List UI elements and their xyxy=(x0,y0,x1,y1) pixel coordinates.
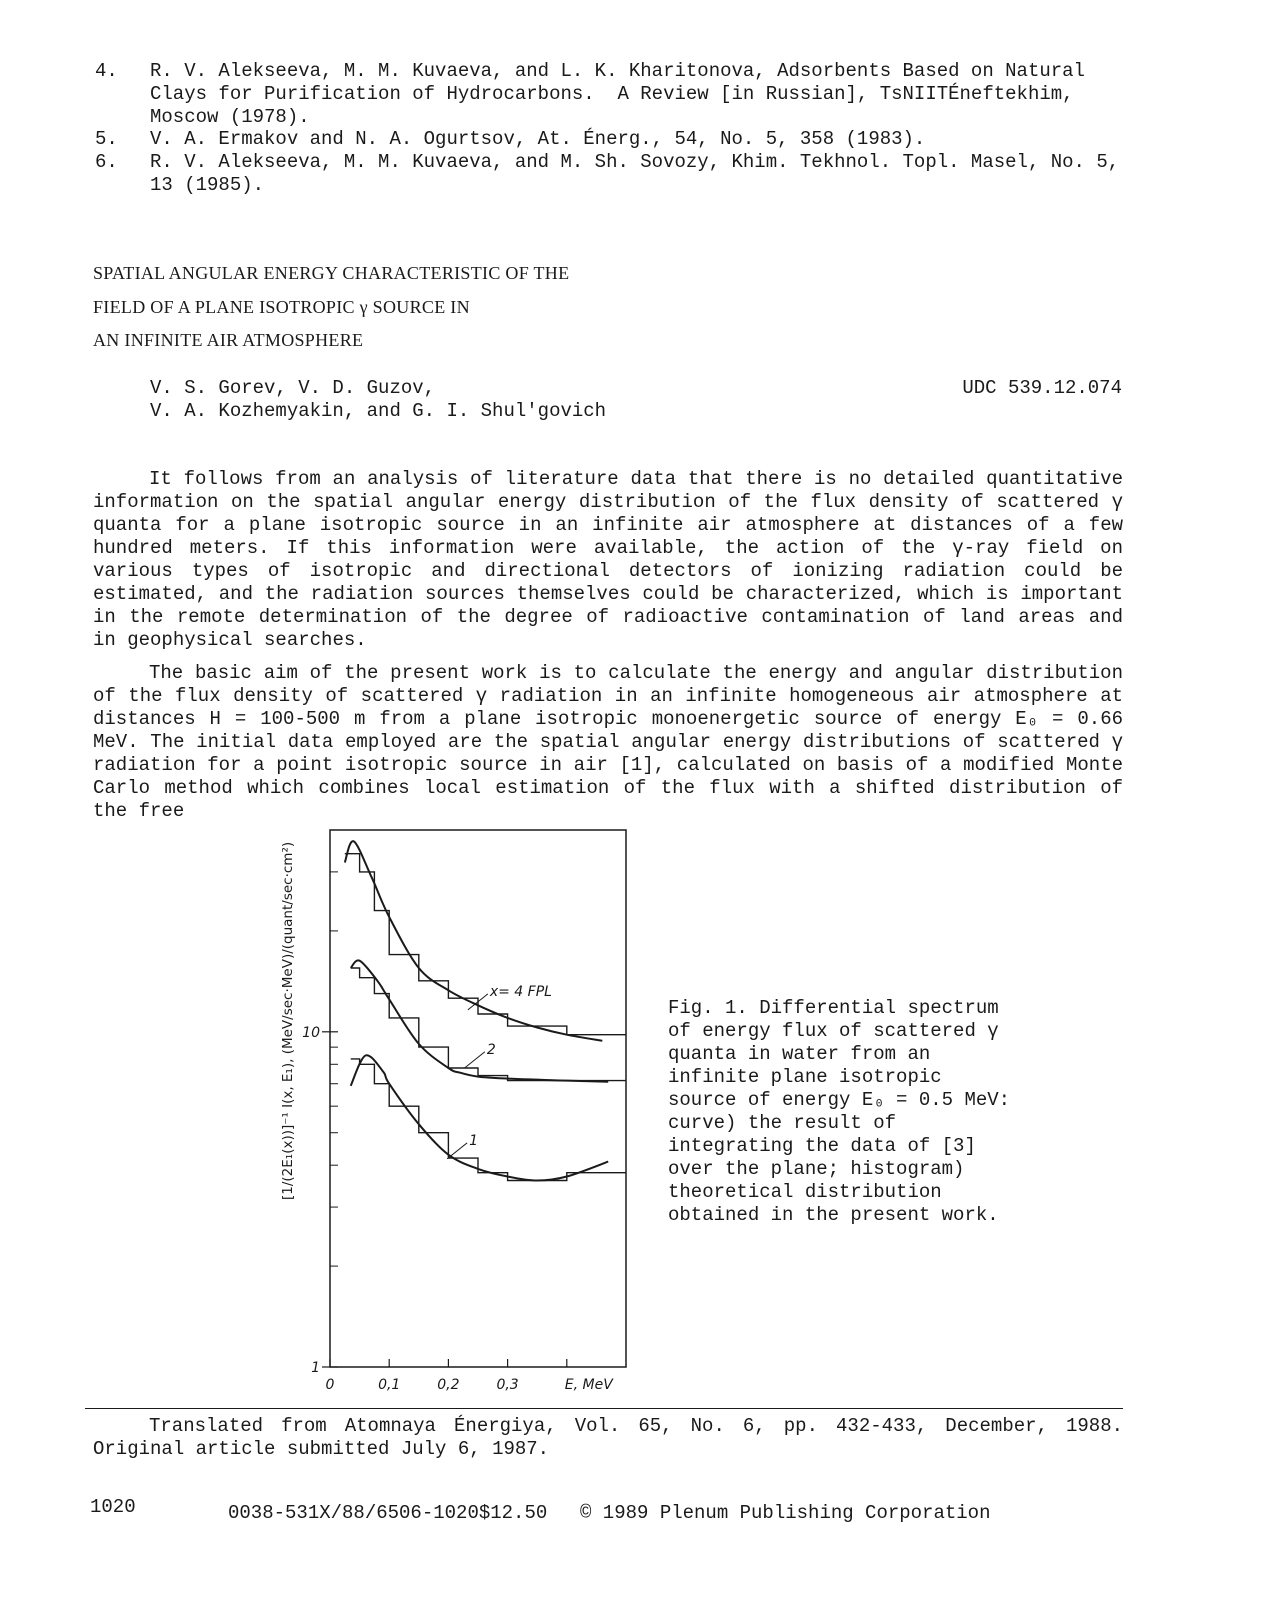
reference-number: 6. xyxy=(95,151,118,173)
author-line: V. A. Kozhemyakin, and G. I. Shul'govich xyxy=(150,400,607,422)
reference-line: Clays for Purification of Hydrocarbons. A Review [in Russian], TsNIITÉneftekhim, xyxy=(150,83,1074,105)
curve-1 xyxy=(351,1055,609,1180)
author-line: V. S. Gorev, V. D. Guzov, xyxy=(150,377,436,399)
x-tick-label: 0,1 xyxy=(378,1377,401,1393)
x-tick-label: 0,3 xyxy=(496,1377,519,1393)
y-axis-label: [1/(2E₁(x))]⁻¹ I(x, E₁), (MeV/sec·MeV)/(quant/sec·cm²) xyxy=(280,841,296,1200)
reference-number: 4. xyxy=(95,60,118,82)
x-ticks xyxy=(326,1359,615,1393)
series-label-leader xyxy=(465,1052,485,1068)
body-text xyxy=(93,468,1123,823)
series-label: x= 4 FPL xyxy=(489,983,552,1000)
histogram-2 xyxy=(351,968,626,1081)
reference-line: R. V. Alekseeva, M. M. Kuvaeva, and L. K. Kharitonova, Adsorbents Based on Natural xyxy=(150,60,1085,82)
figure-chart xyxy=(270,810,640,1400)
series-layer xyxy=(345,841,626,1180)
reference-number: 5. xyxy=(95,128,118,150)
series-label: 2 xyxy=(486,1041,496,1058)
article-title-line: FIELD OF A PLANE ISOTROPIC γ SOURCE IN xyxy=(93,297,470,317)
article-title-line: SPATIAL ANGULAR ENERGY CHARACTERISTIC OF THE xyxy=(93,263,570,283)
y-ticks xyxy=(302,872,338,1376)
x-tick-label: E, MeV xyxy=(564,1377,613,1393)
x-tick-label: 0,2 xyxy=(437,1377,460,1393)
figure-caption xyxy=(668,997,1013,1227)
footnote-rule xyxy=(85,1408,1123,1409)
paragraph: It follows from an analysis of literature data that there is no detailed quantitative information on the spatial angular energy distribution of the flux density of scattered γ quanta for a plane isotropic source in an infinite air atmosphere at distances of a few hundred meters. If this information were available, the action of the γ-ray field on various types of isotropic and directional detectors of ionizing radiation could be estimated, and the radiation sources themselves could be characterized, which is important in the remote determination of the degree of radioactive contamination of land areas and in geophysical searches. xyxy=(93,468,1123,651)
reference-line: R. V. Alekseeva, M. M. Kuvaeva, and M. Sh. Sovozy, Khim. Tekhnol. Topl. Masel, No. 5, xyxy=(150,151,1120,173)
x-tick-label: 0 xyxy=(325,1377,335,1393)
footnote xyxy=(93,1415,1123,1461)
reference-line: Moscow (1978). xyxy=(150,106,310,128)
reference-line: V. A. Ermakov and N. A. Ogurtsov, At. Énerg., 54, No. 5, 358 (1983). xyxy=(150,128,926,150)
article-title-line: AN INFINITE AIR ATMOSPHERE xyxy=(93,330,364,350)
y-tick-label: 10 xyxy=(302,1024,320,1041)
series-label-leader xyxy=(447,1143,467,1159)
copyright: © 1989 Plenum Publishing Corporation xyxy=(580,1502,991,1524)
curve-2 xyxy=(351,960,609,1081)
caption-text: Fig. 1. Differential spectrum of energy flux of scattered γ quanta in water from an infinite plane isotropic source of energy E₀ = 0.5 MeV: curve) the result of integrating the data of [3] over the plane; histogram) theoretical distribution obtained in the present work. xyxy=(668,997,1011,1226)
series-label: 1 xyxy=(469,1132,479,1149)
footnote-text: Translated from Atomnaya Énergiya, Vol. 65, No. 6, pp. 432-433, December, 1988. Original article submitted July 6, 1987. xyxy=(93,1415,1123,1460)
curve-x-=-4-FPL xyxy=(345,841,603,1041)
udc-code: UDC 539.12.074 xyxy=(962,377,1122,399)
paragraph: The basic aim of the present work is to calculate the energy and angular distribution of the flux density of scattered γ radiation in an infinite homogeneous air atmosphere at distances H = 100-500 m from a plane isotropic monoenergetic source of energy E₀ = 0.66 MeV. The initial data employed are the spatial angular energy distributions of scattered γ radiation for a point isotropic source in air [1], calculated on basis of a modified Monte Carlo method which combines local estimation of the flux with a shifted distribution of the free xyxy=(93,662,1123,822)
y-tick-label: 1 xyxy=(311,1360,320,1376)
publication-code: 0038-531X/88/6506-1020$12.50 xyxy=(228,1502,548,1524)
page-number: 1020 xyxy=(90,1496,136,1518)
histogram-x-=-4-FPL xyxy=(345,854,626,1035)
reference-line: 13 (1985). xyxy=(150,174,265,196)
